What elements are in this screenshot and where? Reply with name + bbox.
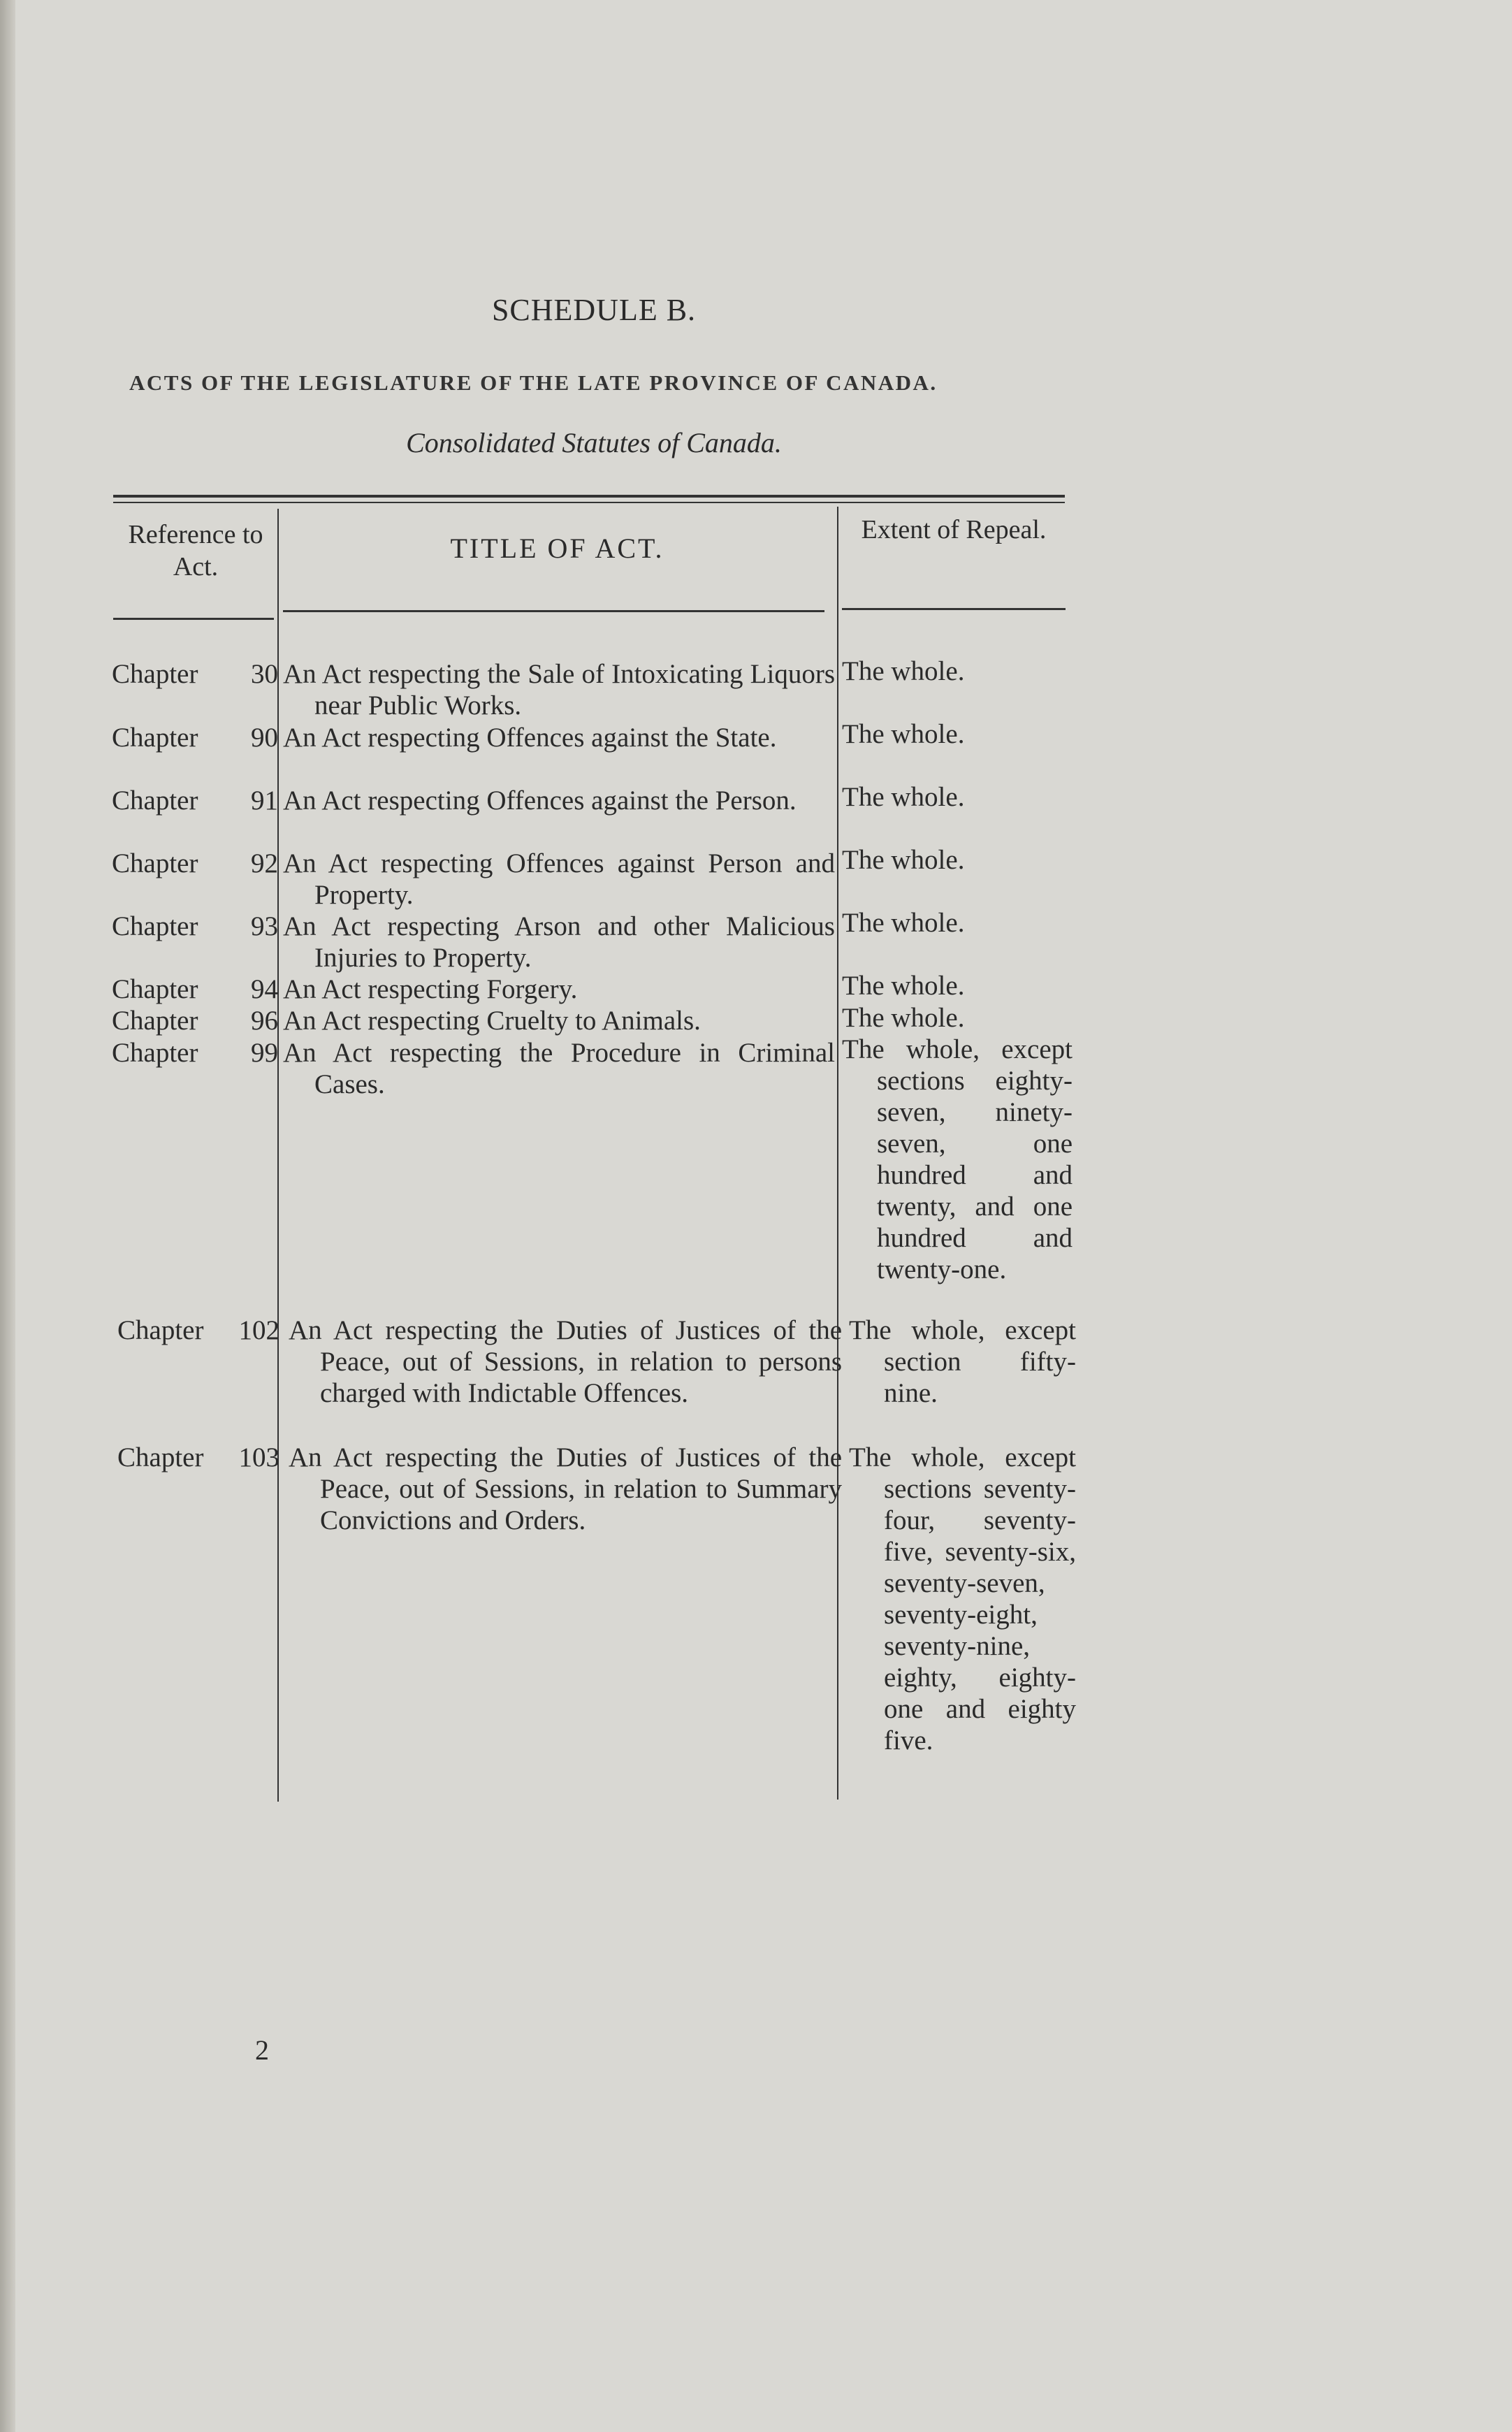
table-row-ref: Chapter 93 [112,911,278,941]
table-row-extent: The whole, except section fifty-nine. [849,1315,1076,1408]
title-column-header: TITLE OF ACT. [450,533,664,564]
header-bottom-rule-title [283,610,824,612]
table-row-extent: The whole. [842,908,965,938]
consolidated-statutes-title: Consolidated Statutes of Canada. [406,427,782,458]
table-row-ref: Chapter 30 [112,659,278,689]
table-row-title: An Act respecting Cruelty to Animals. [283,1006,701,1036]
header-bottom-rule-extent [842,608,1066,610]
table-row-extent: The whole. [842,656,965,686]
header-bottom-rule [113,618,274,620]
table-row-title: An Act respecting Offences against the Person. [283,786,797,816]
legislature-title: ACTS OF THE LEGISLATURE OF THE LATE PROVINCE OF CANADA. [129,370,938,395]
table-row-extent: The whole. [842,1003,965,1033]
table-row-extent: The whole. [842,971,965,1001]
table-row-title: An Act respecting Arson and other Malicious Injuries to Property. [283,911,835,973]
table-top-rule-second [113,502,1065,503]
table-row-title: An Act respecting Offences against Person and Property. [283,848,835,910]
schedule-title: SCHEDULE B. [491,293,697,327]
table-row-title: An Act respecting the Duties of Justices of the Peace, out of Sessions, in relation to Summary Convictions and Orders. [289,1442,842,1535]
table-row-ref: Chapter 92 [112,848,278,878]
reference-column-header: Reference to Act. [128,520,263,581]
page-number: 2 [255,2034,269,2066]
table-row-ref: Chapter 91 [112,786,278,816]
table-row-title: An Act respecting the Duties of Justices of the Peace, out of Sessions, in relation to persons charged with Indictable Offences. [289,1315,842,1408]
table-row-ref: Chapter 90 [112,723,278,753]
column-rule-right [837,507,838,1800]
table-row-ref: Chapter 94 [112,974,278,1004]
table-row-extent: The whole. [842,719,965,749]
table-row-ref: Chapter 99 [112,1038,278,1068]
table-row-ref: Chapter 103 [117,1442,279,1472]
table-row-title: An Act respecting Forgery. [283,974,578,1004]
table-row-title: An Act respecting Offences against the State. [283,723,777,753]
table-row-extent: The whole, except sections seventy-four, seventy-five, seventy-six, seventy-seven, seventy-eight, seventy-nine, eighty, eighty-one and eighty five. [849,1442,1076,1756]
table-row-ref: Chapter 96 [112,1006,278,1036]
table-row-extent: The whole. [842,845,965,875]
table-row-extent: The whole. [842,782,965,812]
table-row-title: An Act respecting the Sale of Intoxicating Liquors near Public Works. [283,659,835,721]
table-row-title: An Act respecting the Procedure in Criminal Cases. [283,1038,835,1099]
extent-column-header: Extent of Repeal. [861,515,1047,544]
column-rule-left [277,509,279,1802]
table-top-rule [113,495,1065,498]
table-row-ref: Chapter 102 [117,1315,279,1345]
table-row-extent: The whole, except sections eighty-seven, ninety-seven, one hundred and twenty, and one hundred and twenty-one. [842,1034,1073,1284]
